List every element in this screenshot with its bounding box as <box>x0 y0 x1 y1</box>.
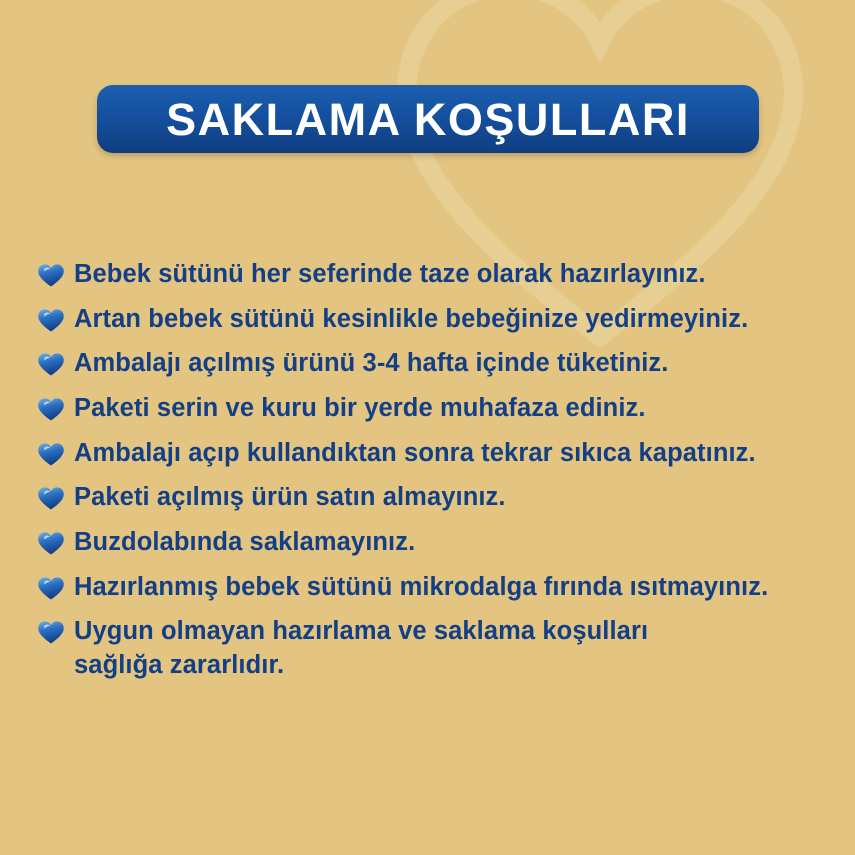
list-item <box>36 392 825 426</box>
list-item <box>36 347 825 381</box>
page-title-banner <box>97 85 759 153</box>
list-item-text: Artan bebek sütünü kesinlikle bebeğinize yedirmeyiniz. <box>74 304 749 333</box>
storage-conditions-list <box>36 258 825 694</box>
heart-icon <box>36 395 66 425</box>
list-item-text: Uygun olmayan hazırlama ve saklama koşulları sağlığa zararlıdır. <box>74 617 649 679</box>
list-item-text: Bebek sütünü her seferinde taze olarak hazırlayınız. <box>74 260 706 288</box>
heart-icon <box>36 529 66 559</box>
list-item <box>36 526 825 560</box>
heart-icon <box>36 261 66 291</box>
page-title: SAKLAMA KOŞULLARI <box>166 93 690 145</box>
heart-icon <box>36 306 66 336</box>
heart-icon <box>36 618 66 648</box>
list-item <box>36 571 825 605</box>
list-item-text: Hazırlanmış bebek sütünü mikrodalga fırında ısıtmayınız. <box>74 572 769 601</box>
list-item-text: Ambalajı açılmış ürünü 3-4 hafta içinde tüketiniz. <box>74 349 669 378</box>
list-item <box>36 437 825 471</box>
list-item <box>36 481 825 515</box>
heart-icon <box>36 350 66 380</box>
list-item-text: Buzdolabında saklamayınız. <box>74 527 416 556</box>
list-item <box>36 615 825 682</box>
heart-icon <box>36 574 66 604</box>
heart-icon <box>36 484 66 514</box>
list-item-text: Paketi açılmış ürün satın almayınız. <box>74 483 506 512</box>
list-item-text: Paketi serin ve kuru bir yerde muhafaza ediniz. <box>74 393 646 422</box>
list-item <box>36 258 825 292</box>
list-item-text: Ambalajı açıp kullandıktan sonra tekrar sıkıca kapatınız. <box>74 438 756 467</box>
list-item <box>36 303 825 337</box>
heart-icon <box>36 440 66 470</box>
